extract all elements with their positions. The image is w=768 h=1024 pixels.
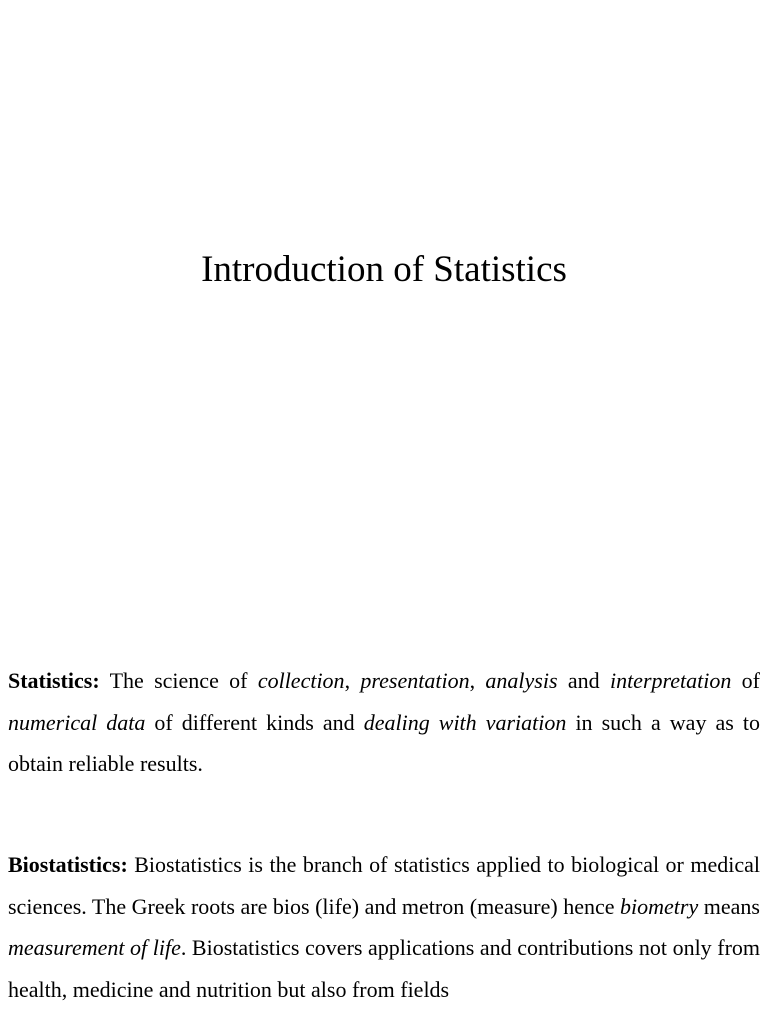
biostatistics-definition: [8, 844, 760, 1010]
statistics-emphasis-variation: dealing with variation: [363, 709, 567, 735]
statistics-emphasis-analysis: analysis: [485, 668, 558, 693]
statistics-emphasis-presentation: presentation: [360, 668, 470, 693]
biostatistics-text-1: Biostatistics is the branch of statistics applied to biological or medical sciences. The Greek roots are bios (life) and metron (measure) hence: [8, 852, 760, 919]
biostatistics-term: Biostatistics:: [8, 852, 128, 877]
statistics-text-2: ,: [344, 668, 361, 693]
statistics-emphasis-collection: collection: [257, 668, 345, 693]
statistics-emphasis-numerical-data: numerical data: [8, 709, 146, 735]
biostatistics-emphasis-biometry: biometry: [620, 893, 699, 919]
statistics-term: Statistics:: [8, 668, 100, 693]
biostatistics-text-3: . Biostatistics covers applications and contributions not only from health, medicine and nutrition but also from fields: [8, 935, 761, 1002]
statistics-text-7: in such a way as to obtain reliable results.: [8, 709, 760, 776]
statistics-emphasis-interpretation: interpretation: [609, 668, 732, 693]
statistics-text-3: ,: [469, 668, 486, 693]
biostatistics-emphasis-measurement-of-life: measurement of life: [8, 935, 181, 960]
statistics-text-1: The science of: [99, 668, 258, 693]
biostatistics-text-2: means: [698, 893, 760, 919]
statistics-text-4: and: [557, 668, 610, 693]
statistics-definition: [8, 660, 760, 785]
page-title: Introduction of Statistics: [201, 249, 567, 290]
statistics-text-6: of different kinds and: [145, 709, 364, 735]
statistics-text-5: of: [731, 668, 761, 693]
